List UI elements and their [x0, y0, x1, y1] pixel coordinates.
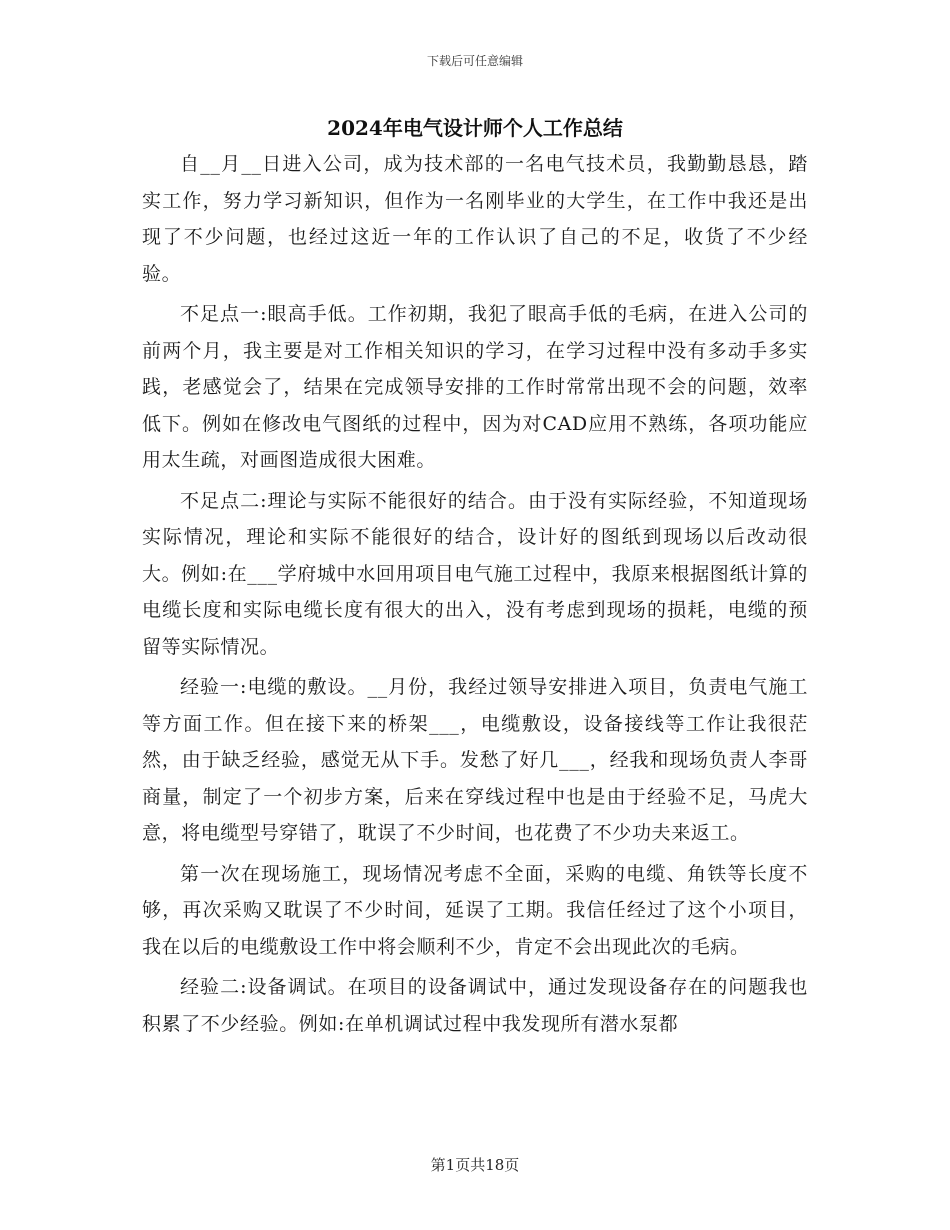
document-body — [142, 146, 808, 1046]
paragraph: 经验二:设备调试。在项目的设备调试中，通过发现设备存在的问题我也积累了不少经验。例如:在单机调试过程中我发现所有潜水泵都 — [142, 976, 808, 1035]
page-number-footer: 第1页共18页 — [430, 1156, 520, 1174]
paragraph: 经验一:电缆的敷设。__月份，我经过领导安排进入项目，负责电气施工等方面工作。但在接下来的桥架___，电缆敷设，设备接线等工作让我很茫然，由于缺乏经验，感觉无从下手。发愁了好几___，经我和现场负责人李哥商量，制定了一个初步方案，后来在穿线过程中也是由于经验不足，马虎大意，将电缆型号穿错了，耽误了不少时间，也花费了不少功夫来返工。 — [142, 676, 808, 844]
paragraph: 自__月__日进入公司，成为技术部的一名电气技术员，我勤勤恳恳，踏实工作，努力学习新知识，但作为一名刚毕业的大学生，在工作中我还是出现了不少问题，也经过这近一年的工作认识了自己的不足，收货了不少经验。 — [142, 153, 808, 285]
paragraph: 不足点一:眼高手低。工作初期，我犯了眼高手低的毛病，在进入公司的前两个月，我主要是对工作相关知识的学习，在学习过程中没有多动手多实践，老感觉会了，结果在完成领导安排的工作时常常出现不会的问题，效率低下。例如在修改电气图纸的过程中，因为对CAD应用不熟练，各项功能应用太生疏，对画图造成很大困难。 — [142, 303, 808, 471]
document-title: 2024年电气设计师个人工作总结 — [327, 116, 623, 140]
paragraph: 第一次在现场施工，现场情况考虑不全面，采购的电缆、角铁等长度不够，再次采购又耽误了不少时间，延误了工期。我信任经过了这个小项目，我在以后的电缆敷设工作中将会顺利不少，肯定不会出现此次的毛病。 — [142, 862, 808, 958]
paragraph: 不足点二:理论与实际不能很好的结合。由于没有实际经验，不知道现场实际情况，理论和实际不能很好的结合，设计好的图纸到现场以后改动很大。例如:在___学府城中水回用项目电气施工过程中，我原来根据图纸计算的电缆长度和实际电缆长度有很大的出入，没有考虑到现场的损耗，电缆的预留等实际情况。 — [142, 489, 808, 658]
page-header-note: 下载后可任意编辑 — [426, 54, 523, 68]
